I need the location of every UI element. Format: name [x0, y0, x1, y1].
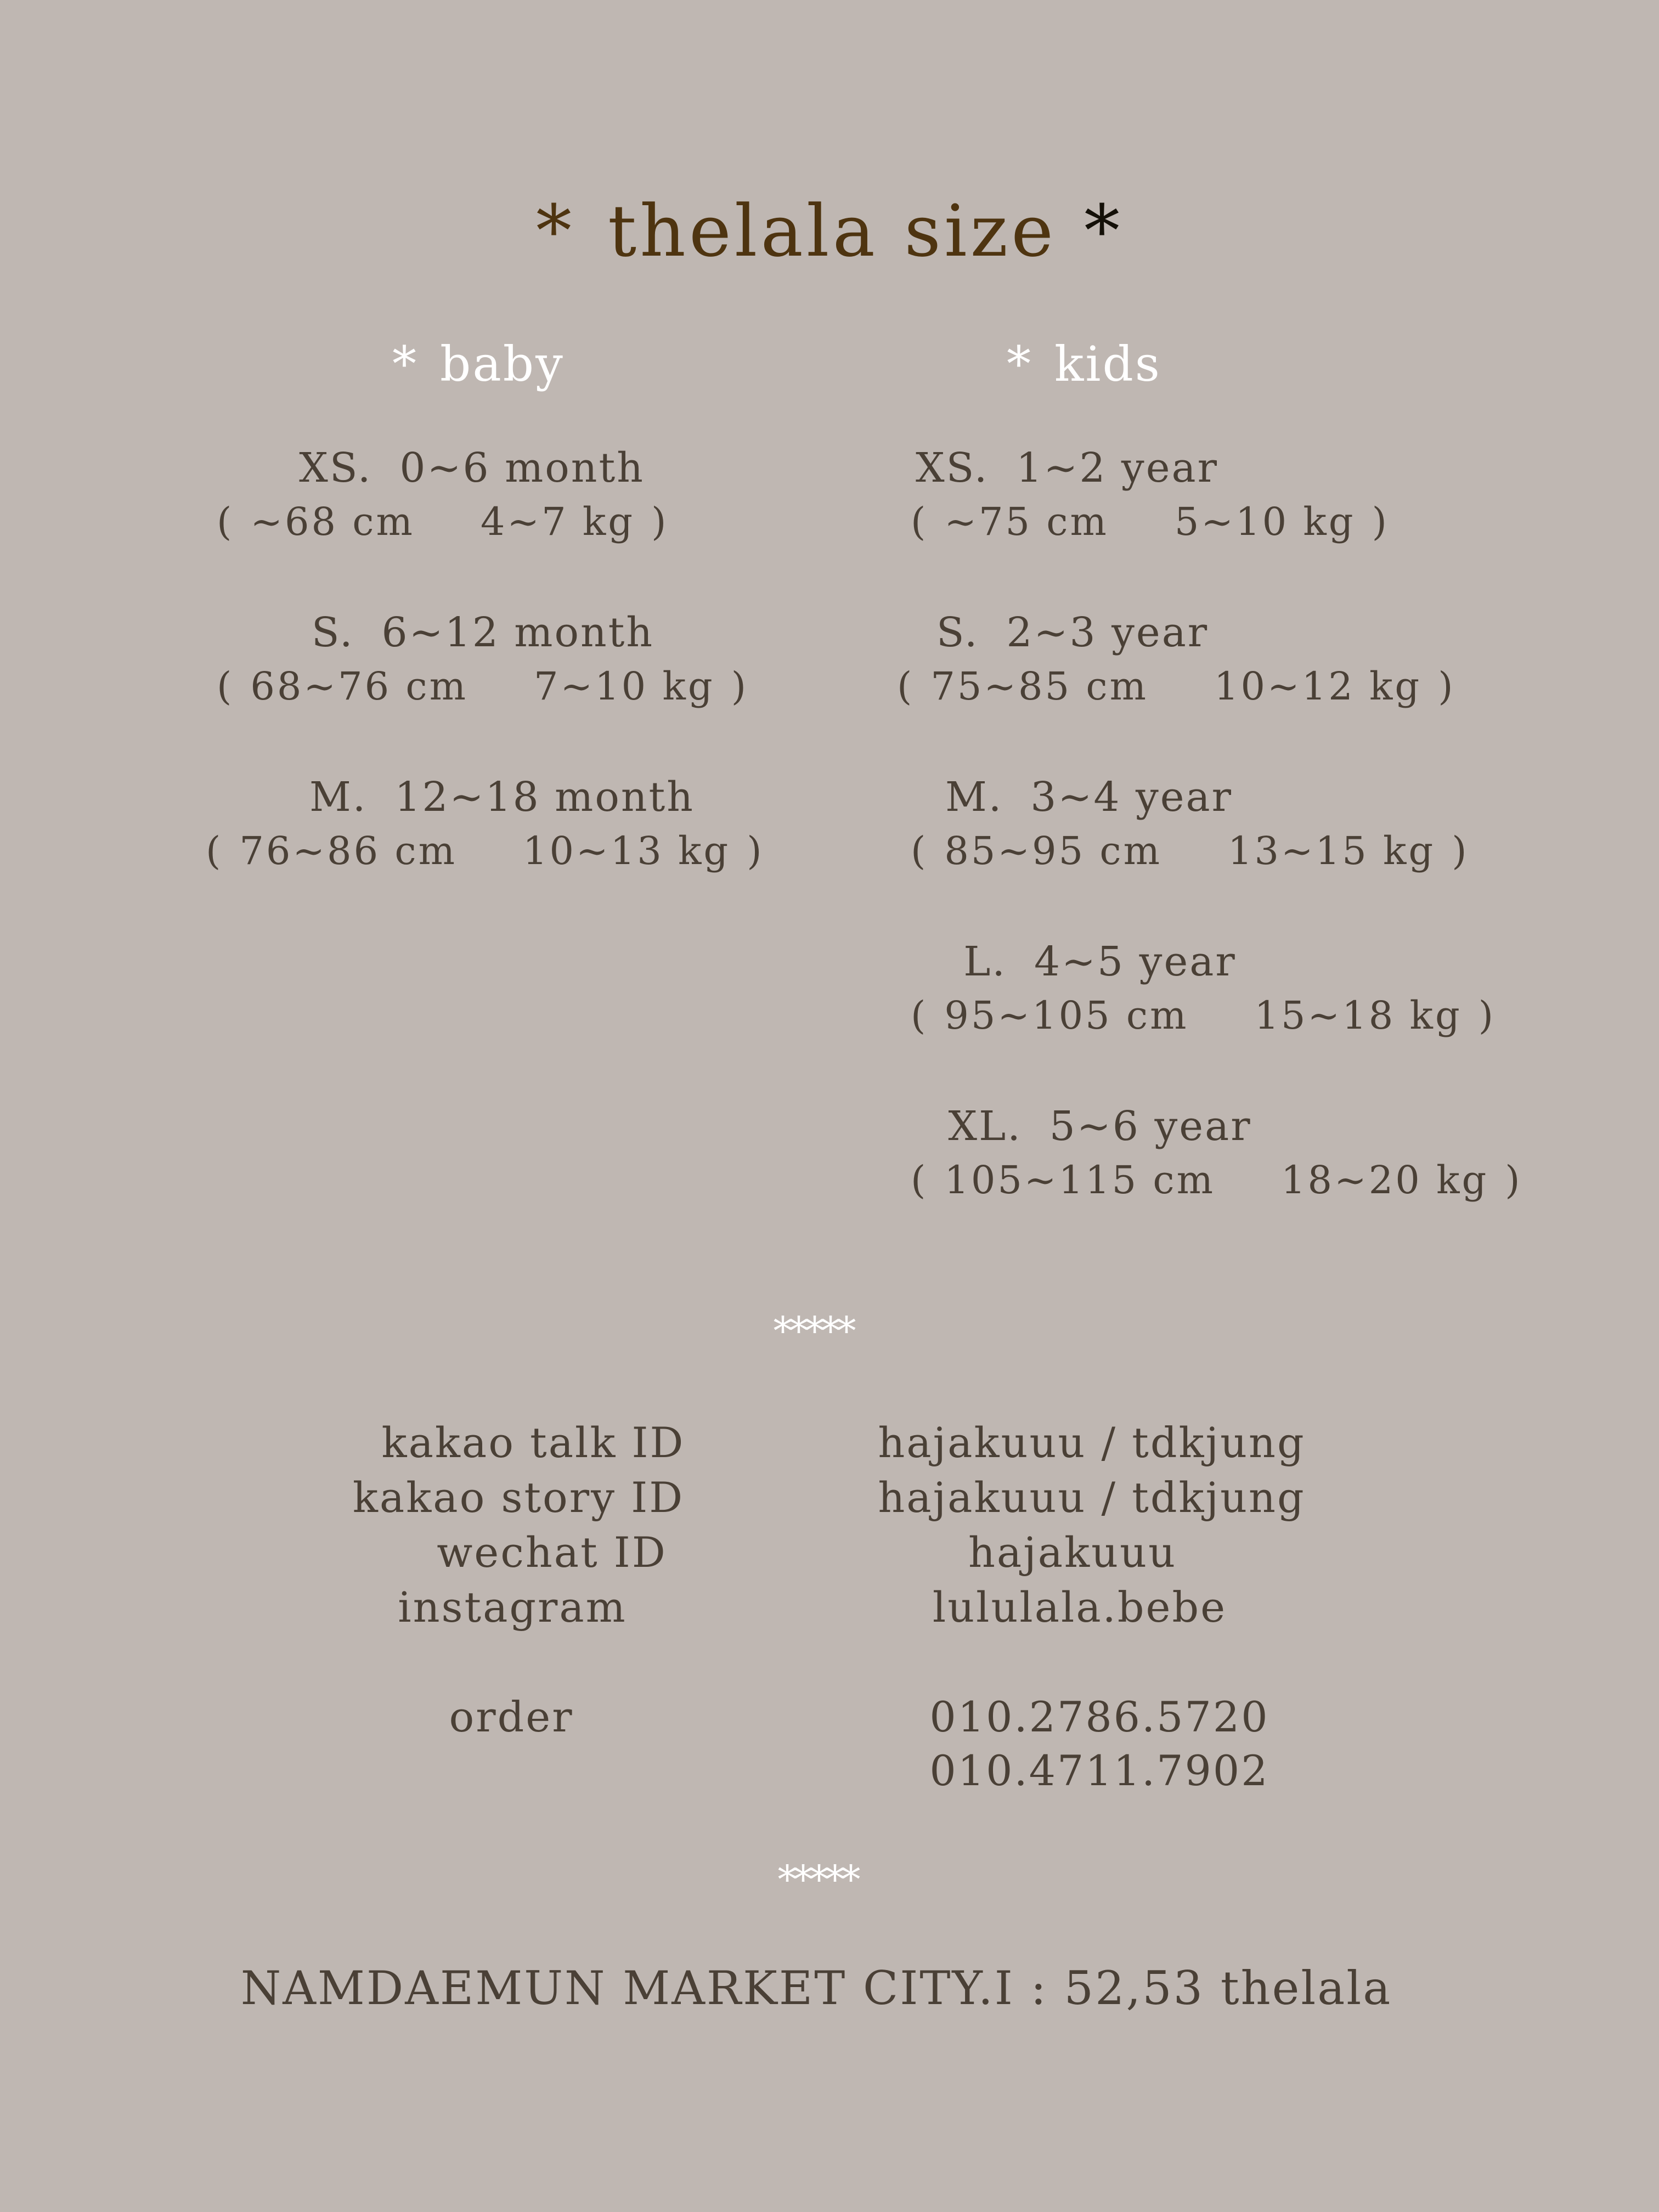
size-range: 6~12 month	[381, 609, 654, 656]
size-code: XL.	[948, 1103, 1022, 1150]
kids-size-l-detail	[911, 993, 1512, 1038]
size-range: 0~6 month	[399, 444, 645, 492]
size-range: 12~18 month	[394, 774, 695, 821]
size-range: 5~6 year	[1049, 1103, 1252, 1150]
size-weight: 10~13 kg	[522, 828, 731, 873]
paren-close: )	[1505, 1158, 1522, 1203]
kids-size-s-detail	[897, 664, 1472, 709]
paren-open: (	[897, 664, 915, 709]
contact-value-instagram: lululala.bebe	[932, 1583, 1227, 1632]
size-weight: 10~12 kg	[1214, 664, 1422, 709]
size-code: XS.	[915, 444, 989, 492]
size-height: 95~105 cm	[944, 993, 1189, 1038]
kids-heading-text: kids	[1054, 336, 1161, 392]
title-text: thelala size	[607, 189, 1057, 273]
contact-label-wechat: wechat ID	[437, 1528, 667, 1577]
size-range: 2~3 year	[1006, 609, 1209, 656]
kids-size-l	[963, 938, 1236, 985]
contact-label-instagram: instagram	[398, 1583, 627, 1632]
size-height: ~75 cm	[944, 499, 1109, 544]
title-star-right: *	[1084, 189, 1124, 273]
size-height: 105~115 cm	[944, 1158, 1216, 1203]
size-range: 1~2 year	[1016, 444, 1219, 492]
page-title	[536, 189, 1123, 273]
baby-size-xs-detail	[217, 499, 685, 544]
kids-size-xl-detail	[911, 1158, 1539, 1203]
paren-open: (	[911, 1158, 928, 1203]
paren-open: (	[911, 993, 928, 1038]
size-height: 75~85 cm	[930, 664, 1148, 709]
paren-close: )	[747, 828, 764, 873]
size-code: XS.	[299, 444, 373, 492]
baby-heading-star: *	[392, 336, 418, 392]
contact-value-kakao-story: hajakuuu / tdkjung	[878, 1473, 1306, 1522]
paren-open: (	[911, 499, 928, 544]
kids-size-m-detail	[911, 828, 1486, 873]
kids-size-s	[936, 609, 1209, 656]
size-height: 85~95 cm	[944, 828, 1162, 873]
paren-open: (	[217, 664, 234, 709]
paren-close: )	[1372, 499, 1389, 544]
size-code: S.	[936, 609, 979, 656]
baby-size-m-detail	[206, 828, 781, 873]
kids-size-xl	[948, 1103, 1251, 1150]
paren-open: (	[206, 828, 223, 873]
kids-heading	[1007, 336, 1161, 392]
kids-size-xs	[916, 444, 1218, 492]
paren-open: (	[217, 499, 234, 544]
kids-size-m	[945, 774, 1233, 821]
order-label: order	[449, 1692, 574, 1741]
baby-size-m	[309, 774, 695, 821]
divider-stars-top: *****	[773, 1308, 853, 1353]
paren-close: )	[1452, 828, 1469, 873]
size-weight: 15~18 kg	[1254, 993, 1462, 1038]
order-phone-2: 010.4711.7902	[929, 1746, 1269, 1795]
size-weight: 18~20 kg	[1281, 1158, 1489, 1203]
size-range: 4~5 year	[1034, 938, 1237, 985]
paren-close: )	[651, 499, 669, 544]
size-weight: 7~10 kg	[533, 664, 715, 709]
paren-open: (	[911, 828, 928, 873]
size-code: S.	[311, 609, 354, 656]
paren-close: )	[1438, 664, 1455, 709]
baby-size-s	[312, 609, 654, 656]
divider-stars-bottom: *****	[777, 1857, 857, 1902]
baby-heading	[392, 336, 565, 392]
size-code: L.	[963, 938, 1007, 985]
contact-label-kakao-story: kakao story ID	[352, 1473, 685, 1522]
contact-value-wechat: hajakuuu	[968, 1528, 1177, 1577]
size-weight: 13~15 kg	[1227, 828, 1436, 873]
baby-heading-text: baby	[440, 336, 565, 392]
baby-size-s-detail	[217, 664, 765, 709]
paren-close: )	[1478, 993, 1496, 1038]
baby-size-xs	[299, 444, 645, 492]
size-range: 3~4 year	[1030, 774, 1233, 821]
paren-close: )	[731, 664, 749, 709]
size-height: 68~76 cm	[250, 664, 468, 709]
size-code: M.	[945, 774, 1003, 821]
size-code: M.	[309, 774, 368, 821]
order-phone-1: 010.2786.5720	[929, 1692, 1269, 1741]
contact-label-kakao-talk: kakao talk ID	[381, 1418, 685, 1467]
footer-address: NAMDAEMUN MARKET CITY.I : 52,53 thelala	[240, 1961, 1392, 2015]
size-weight: 4~7 kg	[480, 499, 635, 544]
title-star-left: *	[535, 189, 575, 273]
contact-value-kakao-talk: hajakuuu / tdkjung	[878, 1418, 1306, 1467]
size-height: ~68 cm	[250, 499, 415, 544]
kids-heading-star: *	[1007, 336, 1032, 392]
kids-size-xs-detail	[911, 499, 1406, 544]
size-weight: 5~10 kg	[1174, 499, 1356, 544]
size-height: 76~86 cm	[239, 828, 457, 873]
